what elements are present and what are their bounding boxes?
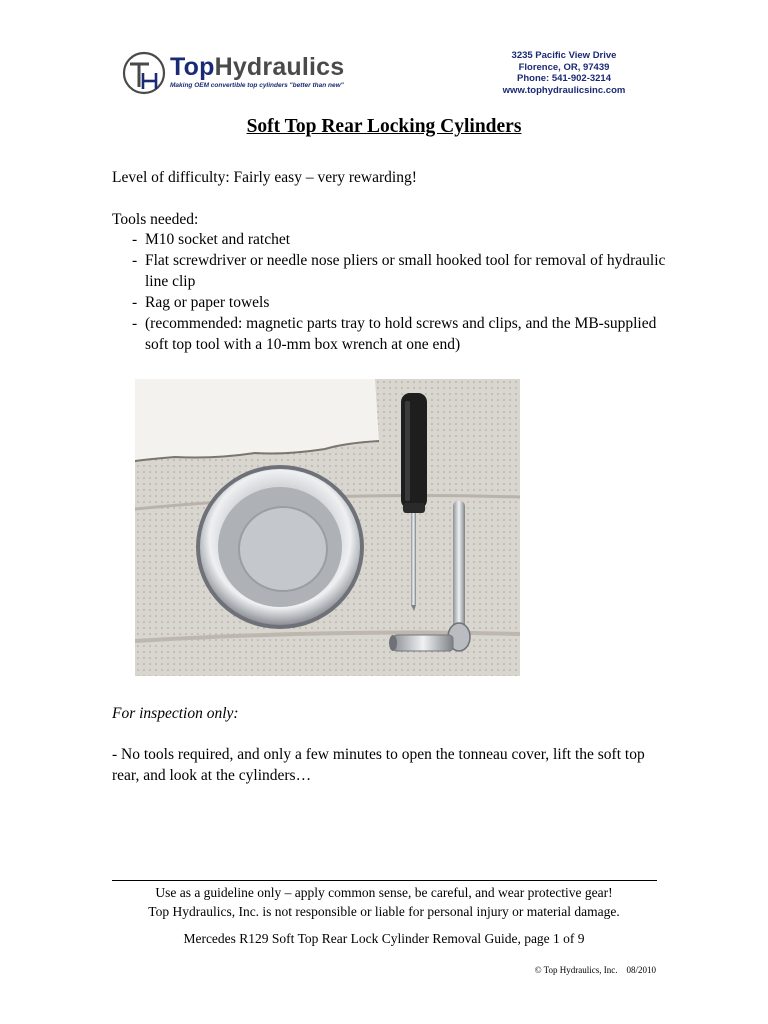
guide-page-title: Mercedes R129 Soft Top Rear Lock Cylinder Removal Guide, page 1 of 9 [183, 931, 585, 946]
company-name-top: Top [170, 53, 215, 81]
tool-item [112, 292, 672, 313]
address-street: 3235 Pacific View Drive [511, 50, 617, 61]
tool-item-text: (recommended: magnetic parts tray to hold screws and clips, and the MB-supplied soft top tool with a 10-mm box wrench at one end) [145, 315, 657, 353]
th-monogram-logo-icon [122, 51, 166, 95]
address-website: www.tophydraulicsinc.com [502, 84, 626, 96]
list-dash: - [132, 294, 138, 311]
tool-item-text: Flat screwdriver or needle nose pliers or small hooked tool for removal of hydraulic line clip [145, 252, 666, 290]
inspection-heading: For inspection only: [112, 705, 239, 722]
list-dash: - [132, 231, 138, 248]
page-title: Soft Top Rear Locking Cylinders [246, 116, 522, 137]
address-city: Florence, OR, 97439 [518, 61, 610, 73]
tools-photo [135, 379, 520, 676]
tool-item-text: Rag or paper towels [145, 294, 270, 311]
list-dash: - [132, 252, 138, 269]
tool-item-text: M10 socket and ratchet [145, 231, 291, 248]
inspection-text: - No tools required, and only a few minutes to open the tonneau cover, lift the soft top rear, and look at the cylinders… [112, 746, 645, 784]
company-tagline: Making OEM convertible top cylinders "better than new" [170, 82, 344, 89]
tool-list [112, 229, 672, 355]
company-name-hydraulics: Hydraulics [214, 53, 345, 81]
company-address [486, 50, 642, 96]
address-phone: Phone: 541-902-3214 [517, 73, 611, 84]
tool-item [112, 229, 672, 250]
disclaimer-line: Use as a guideline only – apply common sense, be careful, and wear protective gear! [155, 885, 613, 900]
difficulty-level: Level of difficulty: Fairly easy – very rewarding! [112, 169, 417, 186]
list-dash: - [132, 315, 138, 332]
tools-heading: Tools needed: [112, 211, 199, 228]
tool-item [112, 250, 672, 292]
disclaimer-line: Top Hydraulics, Inc. is not responsible or liable for personal injury or material damage. [148, 904, 620, 919]
tool-item [112, 313, 672, 355]
company-name [170, 53, 344, 82]
footer-disclaimer [0, 883, 768, 921]
copyright-notice: © Top Hydraulics, Inc. 08/2010 [534, 965, 656, 975]
company-logo [122, 49, 382, 97]
footer-divider [112, 880, 657, 881]
